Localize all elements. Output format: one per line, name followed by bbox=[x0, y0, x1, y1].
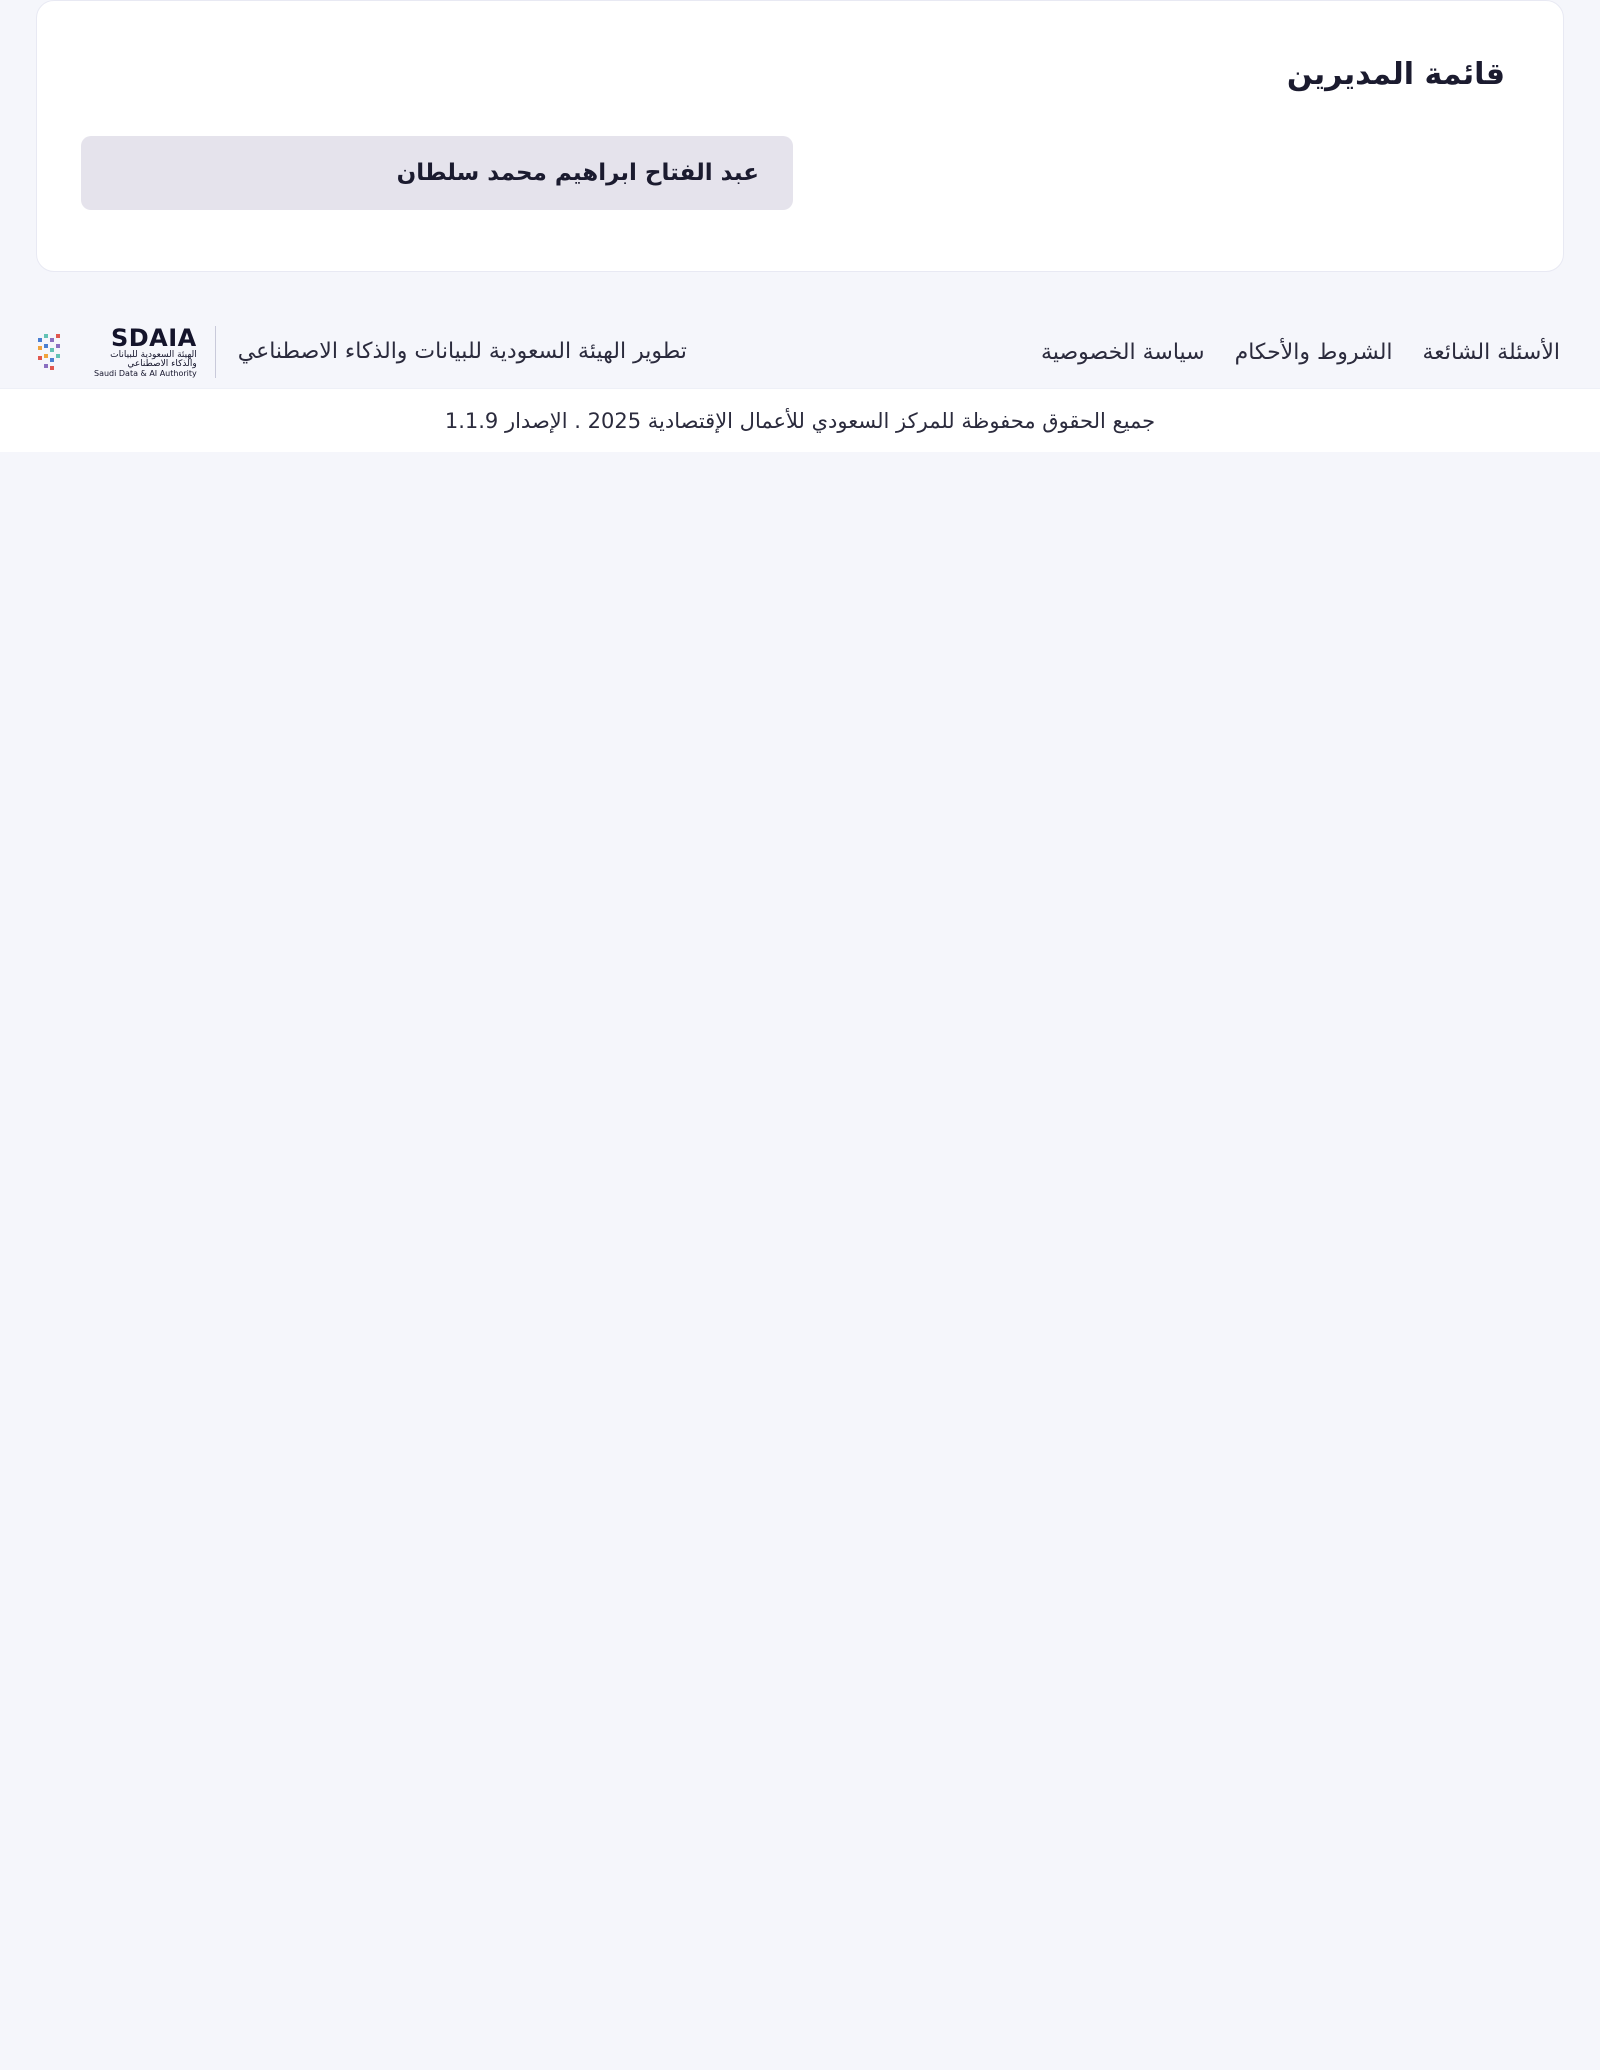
footer-links bbox=[1041, 340, 1560, 365]
sdaia-logo-subtitle-en: Saudi Data & AI Authority bbox=[94, 368, 197, 378]
footer-link-faq[interactable]: الأسئلة الشائعة bbox=[1422, 339, 1560, 365]
page-title: قائمة المديرين bbox=[1286, 57, 1505, 92]
sdaia-logo-title: SDAIA bbox=[110, 323, 197, 352]
footer-link-terms-and-conditions[interactable]: الشروط والأحكام bbox=[1234, 339, 1393, 365]
footer-brand-text: تطوير الهيئة السعودية للبيانات والذكاء الاصطناعي bbox=[237, 339, 687, 365]
footer-brand bbox=[36, 323, 687, 378]
footer-link-privacy-policy[interactable]: سياسة الخصوصية bbox=[1041, 339, 1205, 365]
sdaia-logo bbox=[36, 323, 216, 378]
managers-list bbox=[81, 136, 1519, 210]
managers-card bbox=[36, 0, 1564, 272]
sdaia-logo-subtitle-ar-line1: الهيئة السعودية للبيانات bbox=[110, 349, 197, 360]
footer bbox=[0, 316, 1600, 452]
footer-copyright: جميع الحقوق محفوظة للمركز السعودي للأعمال الإقتصادية 2025 . الإصدار 1.1.9 bbox=[0, 388, 1600, 452]
list-item[interactable]: عبد الفتاح ابراهيم محمد سلطان bbox=[81, 136, 793, 210]
sdaia-logo-wordmark bbox=[94, 323, 197, 378]
sdaia-mark-icon bbox=[36, 332, 82, 372]
footer-top-bar bbox=[0, 316, 1600, 388]
sdaia-logo-subtitle-ar-line2: والذكاء الاصطناعي bbox=[127, 359, 197, 370]
